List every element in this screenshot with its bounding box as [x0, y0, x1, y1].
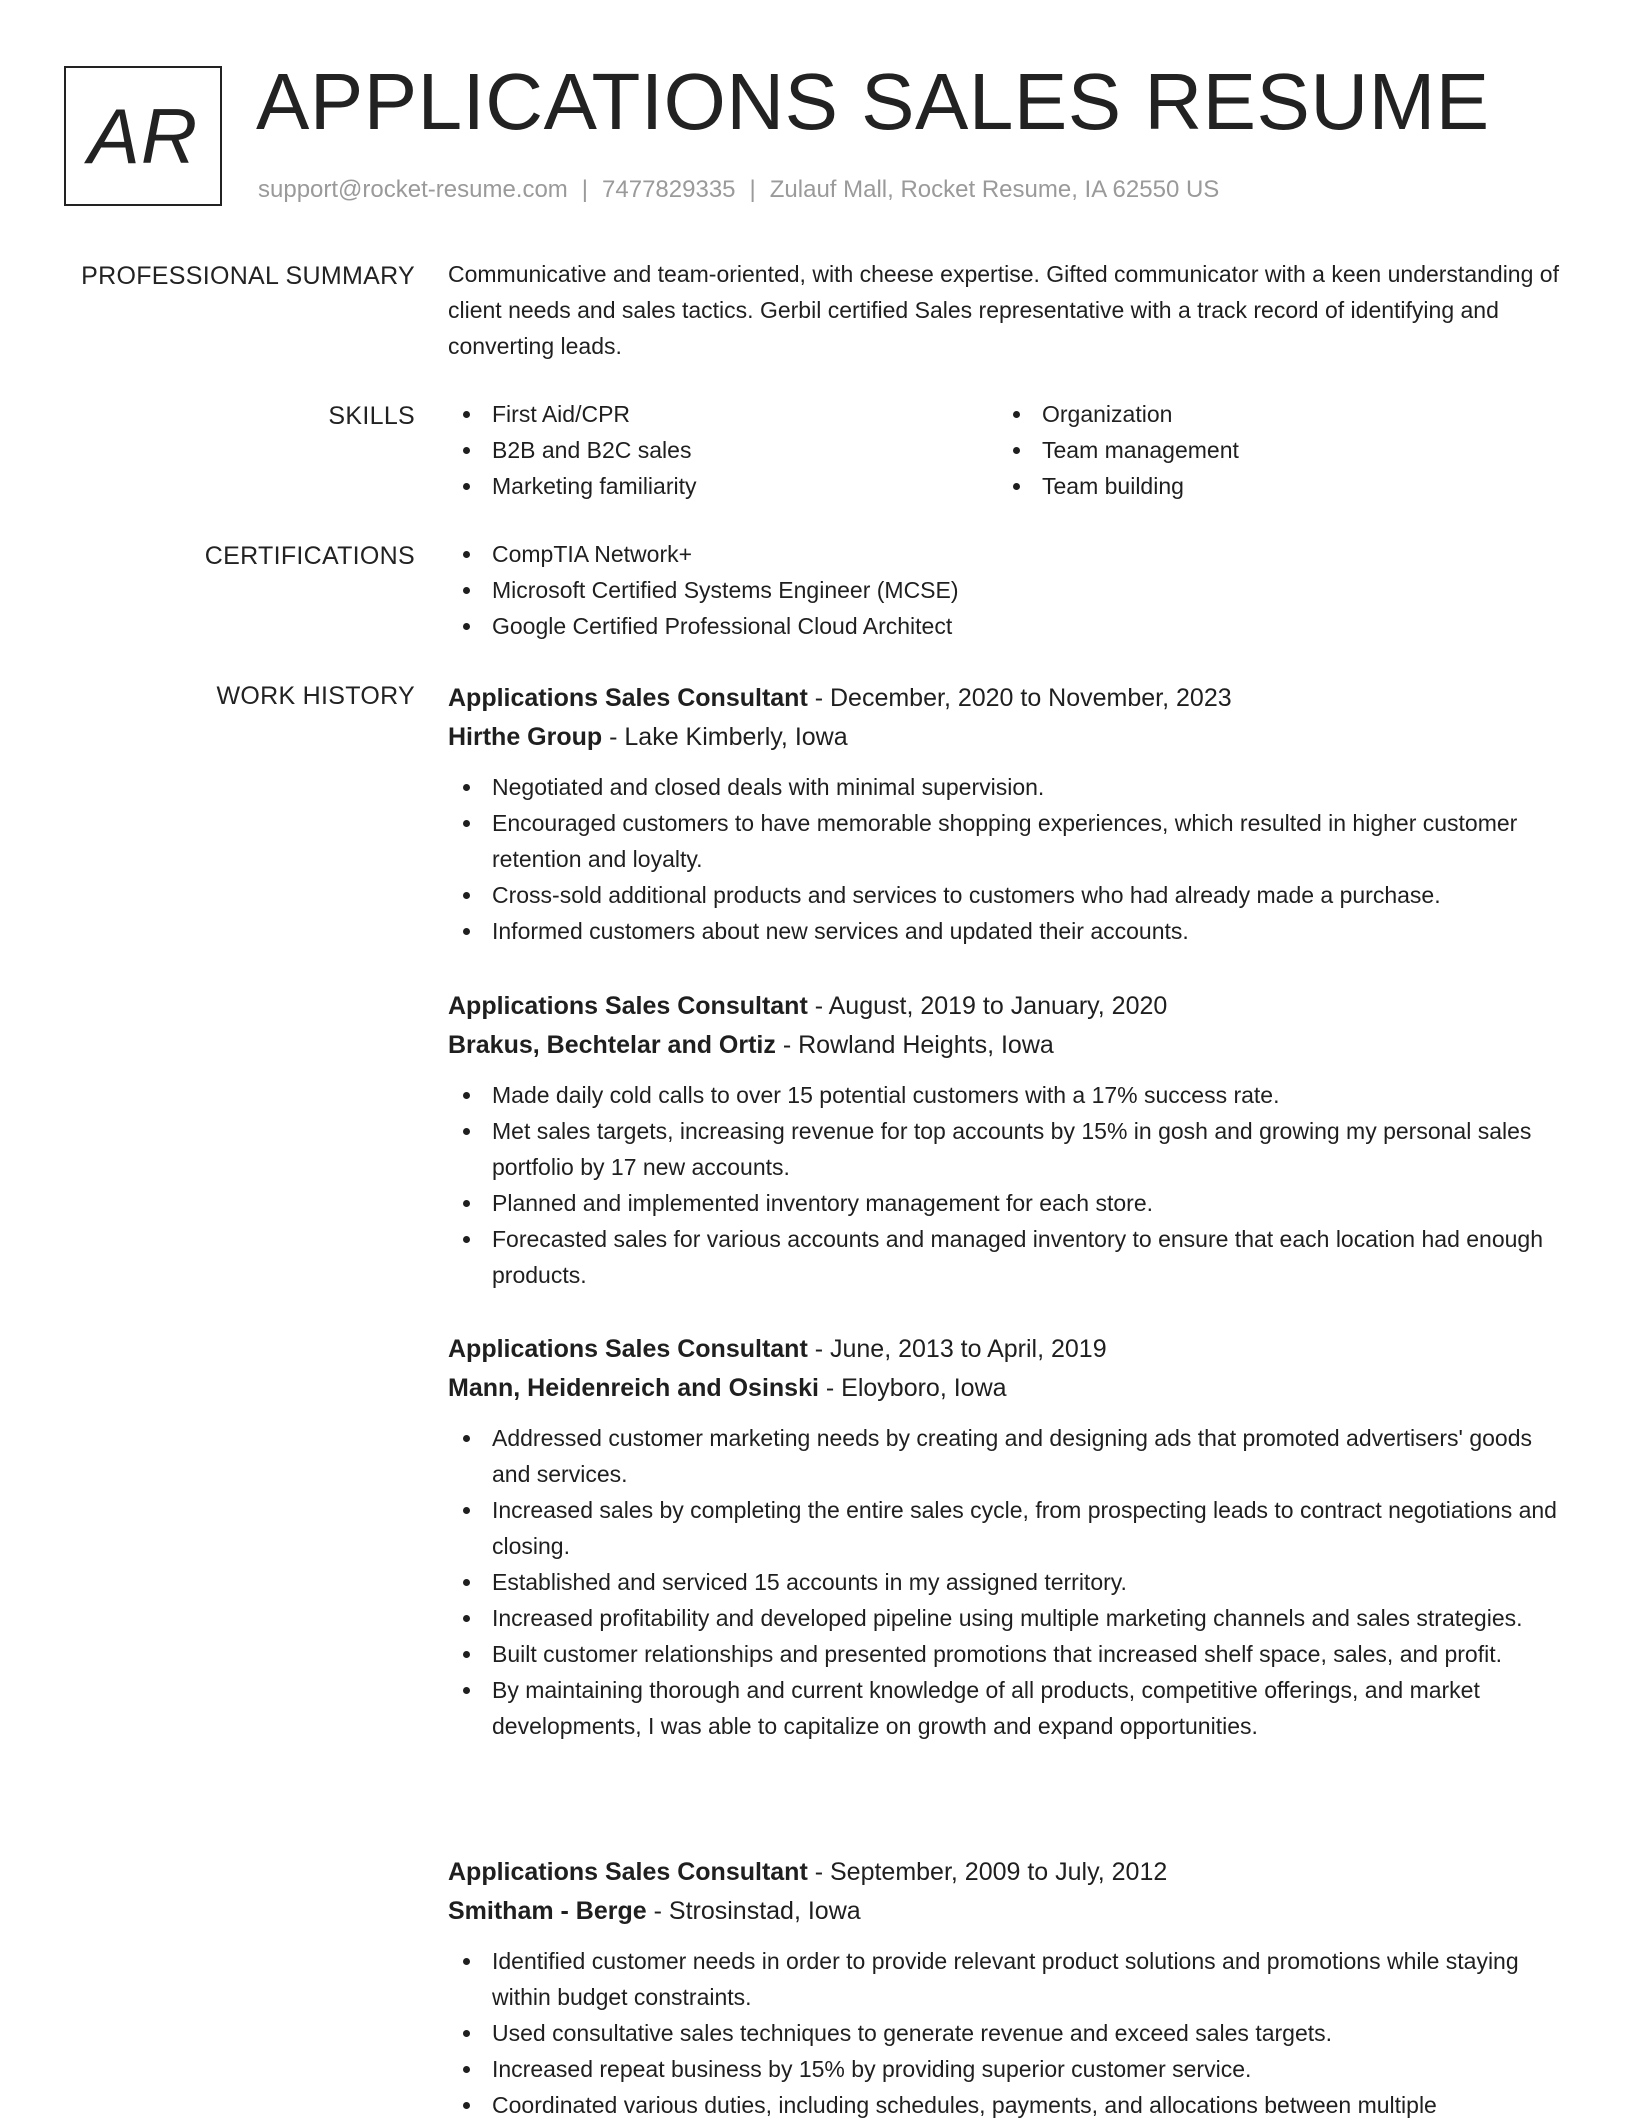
job-title: Applications Sales Consultant	[448, 684, 808, 712]
job-title: Applications Sales Consultant	[448, 992, 808, 1020]
job-location: - Eloyboro, Iowa	[818, 1374, 1007, 1402]
page-title: APPLICATIONS SALES RESUME	[256, 57, 1490, 146]
job-company-line	[448, 1369, 1568, 1408]
job-title: Applications Sales Consultant	[448, 1858, 808, 1886]
skill-item: Marketing familiarity	[448, 468, 998, 504]
certification-item: Google Certified Professional Cloud Architect	[448, 608, 1568, 644]
contact-email[interactable]: support@rocket-resume.com	[258, 176, 568, 203]
job-dates: - September, 2009 to July, 2012	[807, 1858, 1168, 1886]
contact-line	[258, 176, 1219, 204]
job-bullet: Established and serviced 15 accounts in my assigned territory.	[448, 1564, 1568, 1600]
job-company: Smitham - Berge	[448, 1897, 647, 1925]
job-title-line	[448, 679, 1568, 718]
monogram-initials: AR	[87, 91, 199, 180]
job-bullets	[448, 1943, 1568, 2123]
job-title-line	[448, 1853, 1568, 1892]
skill-item: Team management	[998, 432, 1548, 468]
skill-item: B2B and B2C sales	[448, 432, 998, 468]
skill-item: Organization	[998, 396, 1548, 432]
job-bullet: Increased profitability and developed pipeline using multiple marketing channels and sales strategies.	[448, 1600, 1568, 1636]
work-history-body	[448, 679, 1568, 2123]
job-bullet: Made daily cold calls to over 15 potential customers with a 17% success rate.	[448, 1077, 1568, 1113]
certifications-list	[448, 536, 1568, 644]
job-title-line	[448, 1330, 1568, 1369]
job-bullets	[448, 1420, 1568, 1744]
contact-phone[interactable]: 7477829335	[602, 176, 736, 203]
job-bullets	[448, 769, 1568, 949]
job-title-line	[448, 987, 1568, 1026]
job-company: Brakus, Bechtelar and Ortiz	[448, 1031, 776, 1059]
contact-separator: |	[581, 176, 589, 203]
skill-item: Team building	[998, 468, 1548, 504]
job-location: - Strosinstad, Iowa	[646, 1897, 861, 1925]
skill-item: First Aid/CPR	[448, 396, 998, 432]
job-company: Hirthe Group	[448, 723, 603, 751]
job-bullet: Informed customers about new services and updated their accounts.	[448, 913, 1568, 949]
skills-column-2	[998, 396, 1548, 504]
job-bullet: Cross-sold additional products and services to customers who had already made a purchase.	[448, 877, 1568, 913]
summary-heading: PROFESSIONAL SUMMARY	[81, 262, 415, 290]
job-bullet: Increased repeat business by 15% by providing superior customer service.	[448, 2051, 1568, 2087]
job-bullet: Addressed customer marketing needs by creating and designing ads that promoted advertisers' goods and services.	[448, 1420, 1568, 1492]
job-bullets	[448, 1077, 1568, 1293]
job-dates: - June, 2013 to April, 2019	[807, 1335, 1107, 1363]
job-bullet: Encouraged customers to have memorable shopping experiences, which resulted in higher customer retention and loyalty.	[448, 805, 1568, 877]
skills-heading: SKILLS	[328, 402, 415, 430]
job-title: Applications Sales Consultant	[448, 1335, 808, 1363]
work-history-heading: WORK HISTORY	[216, 682, 415, 710]
contact-separator: |	[749, 176, 756, 203]
job-dates: - August, 2019 to January, 2020	[807, 992, 1168, 1020]
certification-item: CompTIA Network+	[448, 536, 1568, 572]
skills-column-1	[448, 396, 998, 504]
job-dates: - December, 2020 to November, 2023	[807, 684, 1232, 712]
job-bullet: Met sales targets, increasing revenue for top accounts by 15% in gosh and growing my personal sales portfolio by 17 new accounts.	[448, 1113, 1568, 1185]
certification-item: Microsoft Certified Systems Engineer (MCSE)	[448, 572, 1568, 608]
job-bullet: Identified customer needs in order to provide relevant product solutions and promotions while staying within budget constraints.	[448, 1943, 1568, 2015]
certifications-body	[448, 542, 1568, 650]
job-bullet: Coordinated various duties, including schedules, payments, and allocations between multiple	[448, 2087, 1568, 2123]
job-bullet: By maintaining thorough and current knowledge of all products, competitive offerings, and market developments, I was able to capitalize on growth and expand opportunities.	[448, 1672, 1568, 1744]
job-bullet: Used consultative sales techniques to generate revenue and exceed sales targets.	[448, 2015, 1568, 2051]
job-entry	[448, 987, 1568, 1330]
job-bullet: Built customer relationships and presented promotions that increased shelf space, sales, and profit.	[448, 1636, 1568, 1672]
job-location: - Rowland Heights, Iowa	[775, 1031, 1054, 1059]
certifications-heading: CERTIFICATIONS	[204, 542, 415, 570]
summary-body	[448, 262, 1568, 370]
job-bullet: Negotiated and closed deals with minimal supervision.	[448, 769, 1568, 805]
job-entry	[448, 679, 1568, 987]
monogram-logo	[64, 66, 222, 206]
job-entry	[448, 1853, 1568, 2123]
job-bullet: Planned and implemented inventory management for each store.	[448, 1185, 1568, 1221]
summary-text: Communicative and team-oriented, with cheese expertise. Gifted communicator with a keen understanding of client needs and sales tactics. Gerbil certified Sales representative with a track record of identifying and converting leads.	[448, 261, 1559, 359]
job-company-line	[448, 1026, 1568, 1065]
job-bullet: Forecasted sales for various accounts and managed inventory to ensure that each location had enough products.	[448, 1221, 1568, 1293]
job-company: Mann, Heidenreich and Osinski	[448, 1374, 819, 1402]
job-company-line	[448, 718, 1568, 757]
job-location: - Lake Kimberly, Iowa	[602, 723, 848, 751]
job-company-line	[448, 1892, 1568, 1931]
contact-address: Zulauf Mall, Rocket Resume, IA 62550 US	[769, 176, 1220, 203]
job-entry	[448, 1330, 1568, 1853]
skills-body	[448, 402, 1568, 510]
job-bullet: Increased sales by completing the entire sales cycle, from prospecting leads to contract negotiations and closing.	[448, 1492, 1568, 1564]
